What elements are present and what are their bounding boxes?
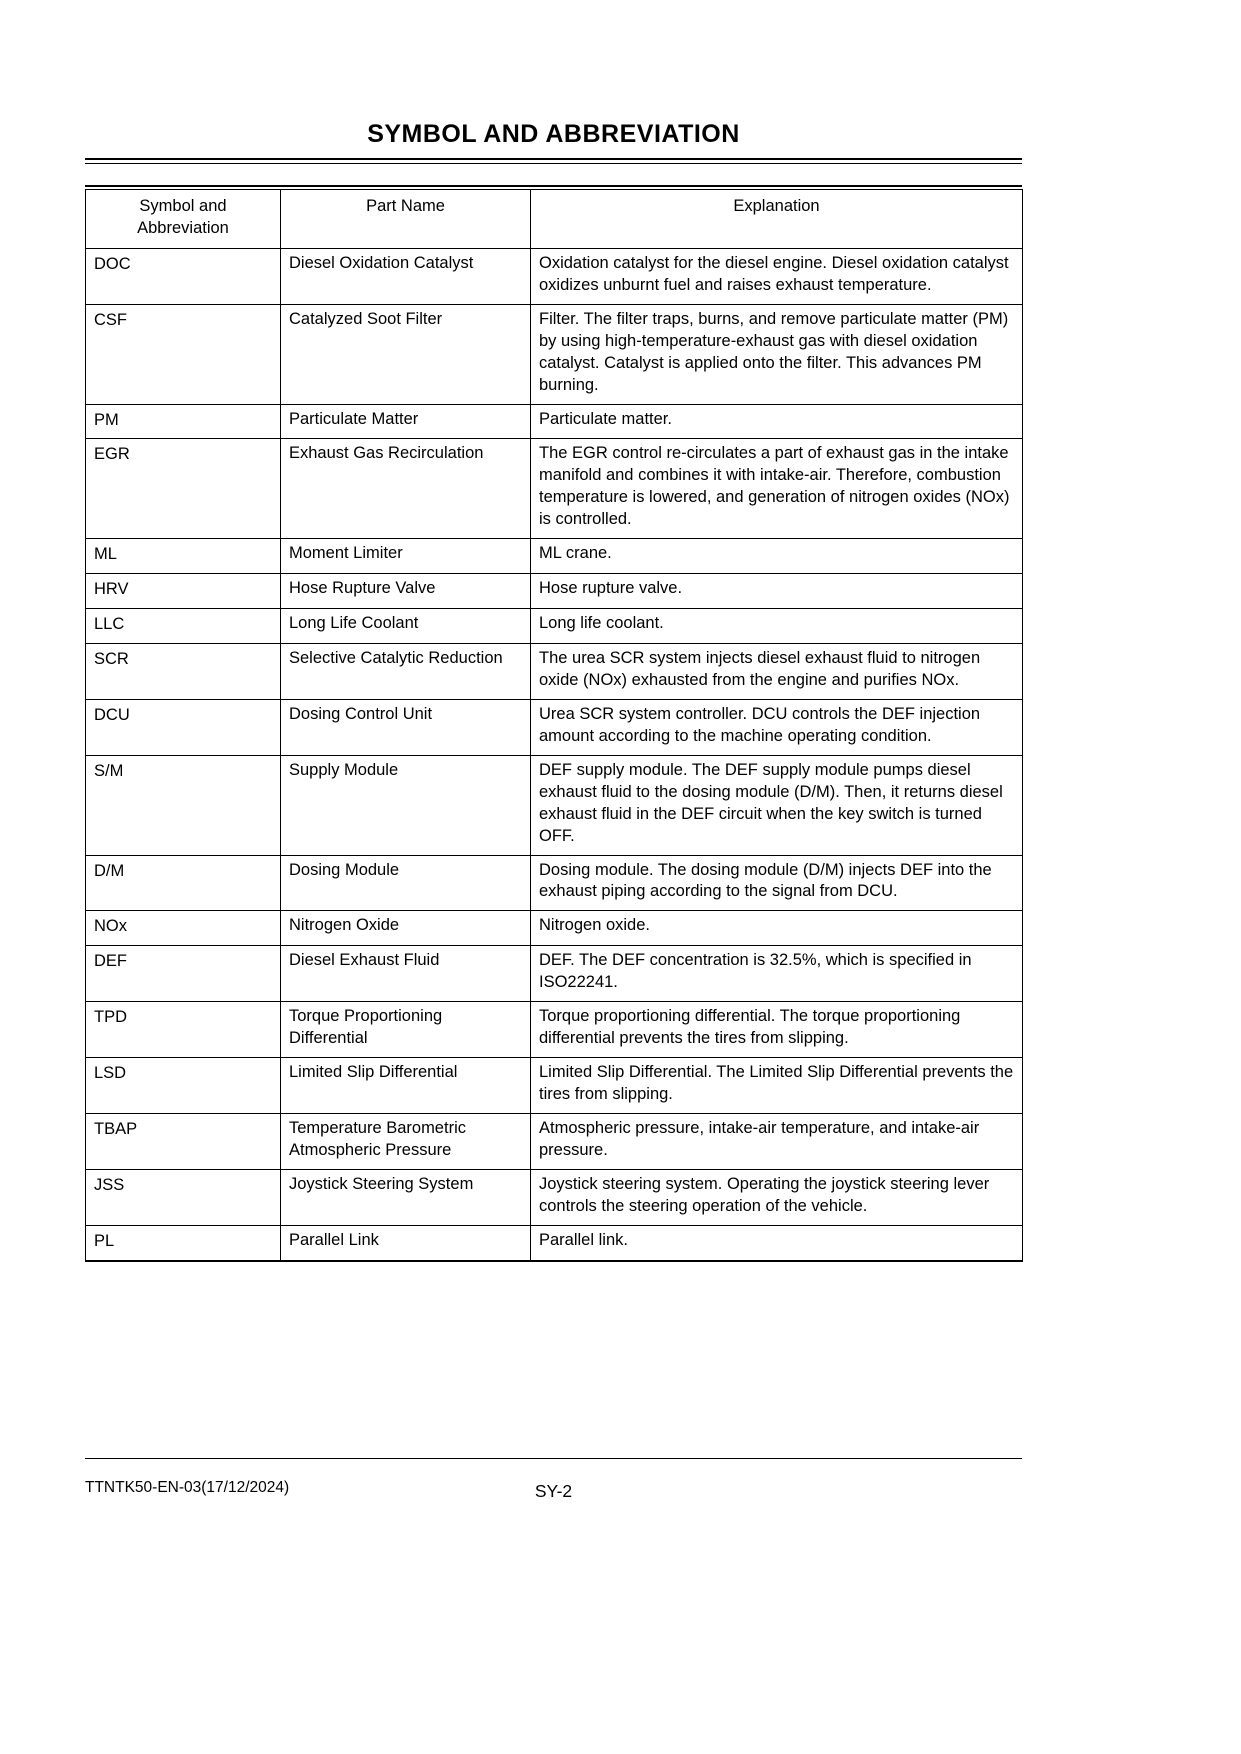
table-row [86, 248, 1023, 304]
part-name-cell: Dosing Control Unit [281, 699, 531, 755]
footer-page-number: SY-2 [534, 1481, 573, 1501]
part-name-cell: Torque Proportioning Differential [281, 1002, 531, 1058]
symbol-cell: NOx [86, 911, 281, 946]
part-name-cell: Diesel Exhaust Fluid [281, 946, 531, 1002]
symbol-cell: PL [86, 1225, 281, 1260]
abbreviation-table-wrap [85, 185, 1022, 1262]
symbol-cell: DOC [86, 248, 281, 304]
symbol-cell: TPD [86, 1002, 281, 1058]
symbol-cell: DCU [86, 699, 281, 755]
symbol-cell: D/M [86, 855, 281, 911]
part-name-cell: Particulate Matter [281, 404, 531, 439]
explanation-cell: Filter. The filter traps, burns, and remove particulate matter (PM) by using high-temperature-exhaust gas with diesel oxidation catalyst. Catalyst is applied onto the filter. This advances PM burning. [531, 304, 1023, 404]
explanation-cell: Nitrogen oxide. [531, 911, 1023, 946]
header-row [86, 190, 1023, 249]
symbol-cell: EGR [86, 439, 281, 539]
table-row [86, 1002, 1023, 1058]
explanation-cell: The urea SCR system injects diesel exhaust fluid to nitrogen oxide (NOx) exhausted from the engine and purifies NOx. [531, 644, 1023, 700]
symbol-cell: S/M [86, 755, 281, 855]
table-row [86, 911, 1023, 946]
page-title: SYMBOL AND ABBREVIATION [367, 120, 740, 148]
table-row [86, 439, 1023, 539]
page-footer [85, 1458, 1022, 1502]
table-row [86, 755, 1023, 855]
table-row [86, 404, 1023, 439]
footer-document-code: TTNTK50-EN-03(17/12/2024) [85, 1479, 290, 1496]
part-name-cell: Dosing Module [281, 855, 531, 911]
title-double-rule [85, 158, 1022, 164]
symbol-cell: PM [86, 404, 281, 439]
part-name-cell: Joystick Steering System [281, 1169, 531, 1225]
header-symbol: Symbol and Abbreviation [86, 190, 281, 249]
explanation-cell: Long life coolant. [531, 609, 1023, 644]
table-row [86, 539, 1023, 574]
part-name-cell: Diesel Oxidation Catalyst [281, 248, 531, 304]
symbol-cell: DEF [86, 946, 281, 1002]
explanation-cell: Limited Slip Differential. The Limited Slip Differential prevents the tires from slipping. [531, 1058, 1023, 1114]
symbol-cell: JSS [86, 1169, 281, 1225]
symbol-cell: HRV [86, 574, 281, 609]
symbol-cell: ML [86, 539, 281, 574]
part-name-cell: Exhaust Gas Recirculation [281, 439, 531, 539]
explanation-cell: Joystick steering system. Operating the joystick steering lever controls the steering operation of the vehicle. [531, 1169, 1023, 1225]
symbol-cell: TBAP [86, 1113, 281, 1169]
abbreviation-table [85, 189, 1023, 1262]
table-header [86, 190, 1023, 249]
symbol-cell: SCR [86, 644, 281, 700]
explanation-cell: The EGR control re-circulates a part of exhaust gas in the intake manifold and combines it with intake-air. Therefore, combustion temperature is lowered, and generation of nitrogen oxides (NOx) is controlled. [531, 439, 1023, 539]
explanation-cell: DEF supply module. The DEF supply module pumps diesel exhaust fluid to the dosing module (D/M). Then, it returns diesel exhaust fluid in the DEF circuit when the key switch is turned OFF. [531, 755, 1023, 855]
table-row [86, 609, 1023, 644]
explanation-cell: Hose rupture valve. [531, 574, 1023, 609]
header-part-name: Part Name [281, 190, 531, 249]
explanation-cell: Atmospheric pressure, intake-air temperature, and intake-air pressure. [531, 1113, 1023, 1169]
explanation-cell: Torque proportioning differential. The torque proportioning differential prevents the tires from slipping. [531, 1002, 1023, 1058]
symbol-cell: LSD [86, 1058, 281, 1114]
table-row [86, 644, 1023, 700]
explanation-cell: ML crane. [531, 539, 1023, 574]
symbol-cell: CSF [86, 304, 281, 404]
table-row [86, 946, 1023, 1002]
part-name-cell: Limited Slip Differential [281, 1058, 531, 1114]
table-row [86, 699, 1023, 755]
table-row [86, 1058, 1023, 1114]
symbol-cell: LLC [86, 609, 281, 644]
table-row [86, 1225, 1023, 1260]
table-row [86, 855, 1023, 911]
table-row [86, 304, 1023, 404]
part-name-cell: Selective Catalytic Reduction [281, 644, 531, 700]
explanation-cell: Oxidation catalyst for the diesel engine. Diesel oxidation catalyst oxidizes unburnt fuel and raises exhaust temperature. [531, 248, 1023, 304]
header-explanation: Explanation [531, 190, 1023, 249]
document-page [85, 0, 1022, 1262]
part-name-cell: Long Life Coolant [281, 609, 531, 644]
part-name-cell: Temperature Barometric Atmospheric Pressure [281, 1113, 531, 1169]
explanation-cell: Parallel link. [531, 1225, 1023, 1260]
explanation-cell: DEF. The DEF concentration is 32.5%, which is specified in ISO22241. [531, 946, 1023, 1002]
part-name-cell: Catalyzed Soot Filter [281, 304, 531, 404]
table-body [86, 248, 1023, 1260]
part-name-cell: Moment Limiter [281, 539, 531, 574]
table-row [86, 574, 1023, 609]
part-name-cell: Hose Rupture Valve [281, 574, 531, 609]
table-row [86, 1169, 1023, 1225]
explanation-cell: Particulate matter. [531, 404, 1023, 439]
part-name-cell: Parallel Link [281, 1225, 531, 1260]
part-name-cell: Supply Module [281, 755, 531, 855]
table-row [86, 1113, 1023, 1169]
part-name-cell: Nitrogen Oxide [281, 911, 531, 946]
explanation-cell: Urea SCR system controller. DCU controls the DEF injection amount according to the machine operating condition. [531, 699, 1023, 755]
explanation-cell: Dosing module. The dosing module (D/M) injects DEF into the exhaust piping according to the signal from DCU. [531, 855, 1023, 911]
